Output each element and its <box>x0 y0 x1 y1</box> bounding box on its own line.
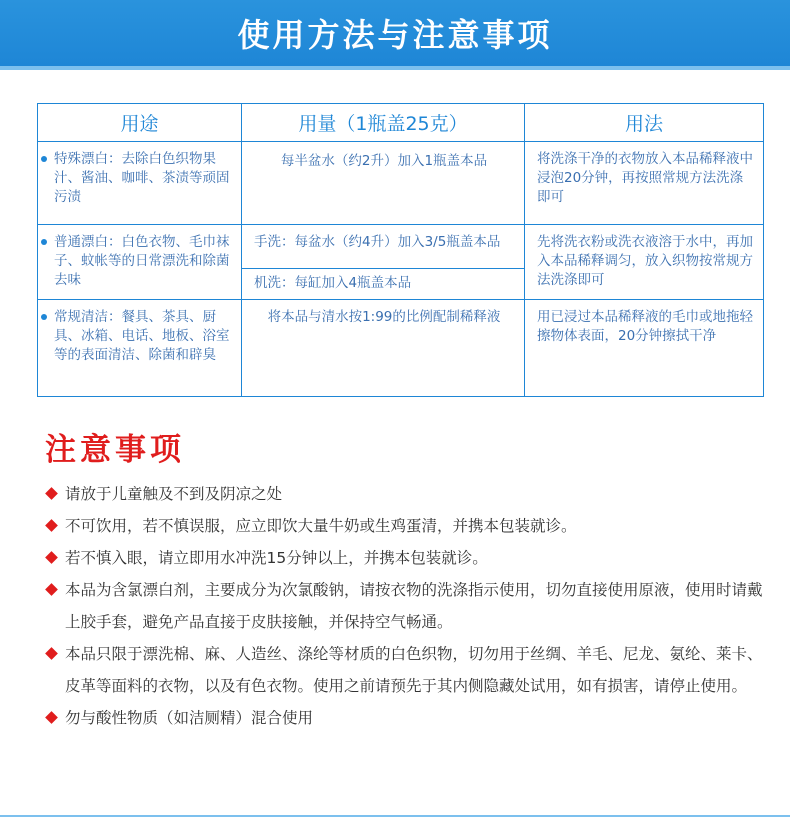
notice-item <box>45 542 765 574</box>
footer-divider <box>0 815 790 817</box>
method-cell <box>525 225 764 300</box>
use-cell <box>38 225 242 300</box>
use-text: 特殊漂白：去除白色织物果汁、酱油、咖啡、茶渍等顽固污渍 <box>54 151 230 205</box>
method-text: 先将洗衣粉或洗衣液溶于水中，再加入本品稀释调匀，放入织物按常规方法洗涤即可 <box>537 234 753 288</box>
use-text: 常规清洁：餐具、茶具、厨具、冰箱、电话、地板、浴室等的表面清洁、除菌和辟臭 <box>54 309 230 363</box>
notice-text: 不可饮用，若不慎误服，应立即饮大量牛奶或生鸡蛋清，并携本包装就诊。 <box>65 517 577 535</box>
table-row <box>38 225 764 269</box>
notice-text: 请放于儿童触及不到及阴凉之处 <box>65 485 283 503</box>
notice-text: 本品只限于漂洗棉、麻、人造丝、涤纶等材质的白色织物，切勿用于丝绸、羊毛、尼龙、氨纶、莱卡、皮革等面料的衣物，以及有色衣物。使用之前请预先于其内侧隐藏处试用，如有损害，请停止使用。 <box>65 645 763 695</box>
dosage-cell <box>242 300 525 397</box>
diamond-bullet-icon <box>45 519 58 532</box>
table-row <box>38 142 764 225</box>
notice-text: 本品为含氯漂白剂，主要成分为次氯酸钠，请按衣物的洗涤指示使用，切勿直接使用原液，使用时请戴上胶手套，避免产品直接于皮肤接触，并保持空气畅通。 <box>65 581 763 631</box>
diamond-bullet-icon <box>45 583 58 596</box>
dosage-text: 将本品与清水按1:99的比例配制稀释液 <box>267 309 501 325</box>
notice-item <box>45 702 765 734</box>
bullet-icon <box>41 314 47 320</box>
page-header <box>0 0 790 66</box>
column-header-use: 用途 <box>38 104 242 142</box>
use-cell <box>38 142 242 225</box>
notice-item <box>45 574 765 638</box>
notice-item <box>45 510 765 542</box>
bullet-icon <box>41 156 47 162</box>
notice-title: 注意事项 <box>45 432 185 468</box>
method-text: 将洗涤干净的衣物放入本品稀释液中浸泡20分钟，再按照常规方法洗涤即可 <box>537 151 753 205</box>
usage-table <box>37 103 764 397</box>
dosage-machine-text: 机洗：每缸加入4瓶盖本品 <box>254 275 412 291</box>
notice-item <box>45 638 765 702</box>
method-text: 用已浸过本品稀释液的毛巾或地拖轻擦物体表面，20分钟擦拭干净 <box>537 309 753 344</box>
column-header-method: 用法 <box>525 104 764 142</box>
diamond-bullet-icon <box>45 487 58 500</box>
bullet-icon <box>41 239 47 245</box>
notice-text: 若不慎入眼，请立即用水冲洗15分钟以上，并携本包装就诊。 <box>65 549 488 567</box>
column-header-dosage: 用量（1瓶盖25克） <box>242 104 525 142</box>
diamond-bullet-icon <box>45 711 58 724</box>
dosage-cell <box>242 142 525 225</box>
diamond-bullet-icon <box>45 647 58 660</box>
dosage-hand-text: 手洗：每盆水（约4升）加入3/5瓶盖本品 <box>254 234 501 250</box>
header-divider <box>0 66 790 70</box>
diamond-bullet-icon <box>45 551 58 564</box>
dosage-text: 每半盆水（约2升）加入1瓶盖本品 <box>280 153 488 169</box>
dosage-cell-machine <box>242 269 525 300</box>
notice-list <box>45 478 765 734</box>
use-cell <box>38 300 242 397</box>
table-row <box>38 300 764 397</box>
notice-text: 勿与酸性物质（如洁厕精）混合使用 <box>65 709 314 727</box>
method-cell <box>525 300 764 397</box>
notice-item <box>45 478 765 510</box>
use-text: 普通漂白：白色衣物、毛巾袜子、蚊帐等的日常漂洗和除菌去味 <box>54 234 230 288</box>
table-header-row <box>38 104 764 142</box>
page-title: 使用方法与注意事项 <box>237 16 553 54</box>
dosage-cell-hand <box>242 225 525 269</box>
method-cell <box>525 142 764 225</box>
